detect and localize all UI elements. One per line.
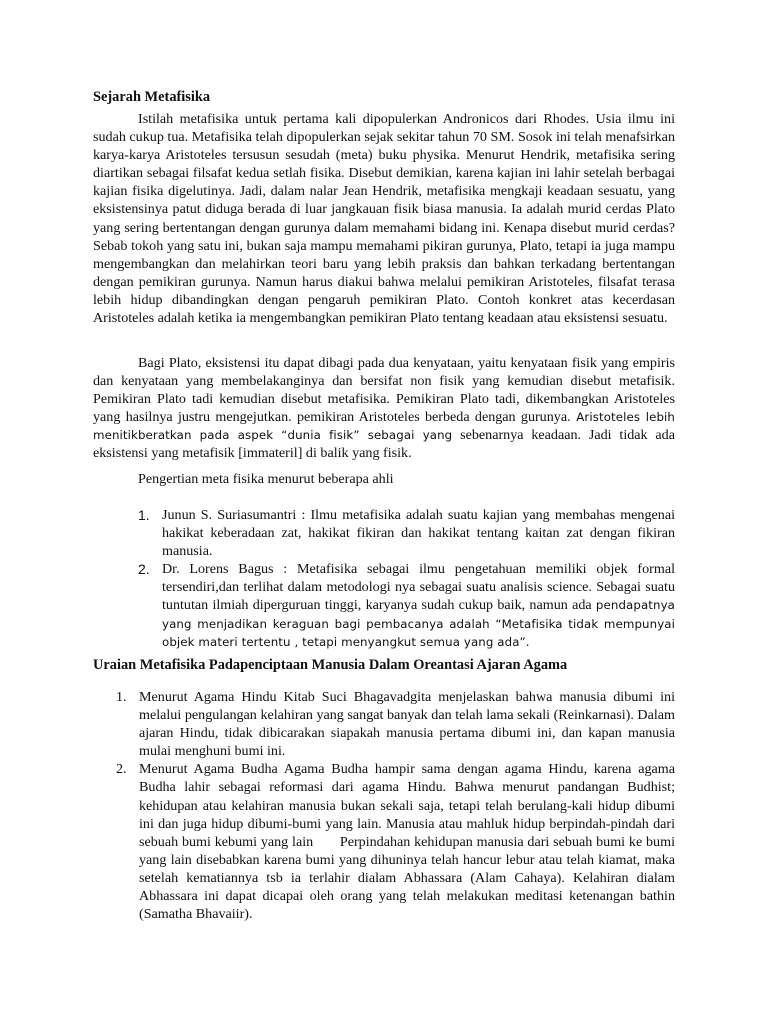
list-number: 1. [116,689,127,705]
expert-item [138,560,675,650]
expert-text: Junun S. Suriasumantri : Ilmu metafisika adalah suatu kajian yang membahas mengenai hakikat keberadaan zat, hakikat fikiran dan hakikat tentang kaitan zat dengan fikiran manusia. [162,507,675,560]
paragraph-history: Istilah metafisika untuk pertama kali dipopulerkan Andronicos dari Rhodes. Usia ilmu ini sudah cukup tua. Metafisika telah dipopulerkan sejak sekitar tahun 70 SM. Sosok ini telah menafsirkan karya-karya Aristoteles tersusun sesudah (meta) buku physika. Menurut Hendrik, metafisika sering diartikan sebagai filsafat kedua setlah fisika. Disebut demikian, karena kajian ini lahir setelah berbagai kajian fisika digelutinya. Jadi, dalam nalar Jean Hendrik, metafisika mengkaji keadaan sesuatu, yang eksistensinya patut diduga berada di luar jangkauan fisik biasa manusia. Ia adalah murid cerdas Plato yang sering bertentangan dengan gurunya dalam memahami bidang ini. Kenapa disebut murid cerdas? Sebab tokoh yang satu ini, bukan saja mampu memahami pikiran gurunya, Plato, tetapi ia juga mampu mengembangkan dan melahirkan teori baru yang lebih praksis dan bahkan terkadang bertentangan dengan pemikiran gurunya. Namun harus diakui bahwa melalui pemikiran Aristoteles, filsafat terasa lebih hidup dibandingkan dengan pengaruh pemikiran Plato. Contoh konkret atas kecerdasan Aristoteles adalah ketika ia mengembangkan pemikiran Plato tentang keadaan atau eksistensi sesuatu. [93,111,675,327]
subheading-experts: Pengertian meta fisika menurut beberapa ahli [138,471,394,487]
heading-history: Sejarah Metafisika [93,89,211,105]
religion-text: Menurut Agama Budha Agama Budha hampir sama dengan agama Hindu, karena agama Budha lahir sebagai reformasi dari agama Hindu. Bahwa menurut pandangan Budhist; kehidupan atau kelahiran manusia bukan sekali saja, tetapi telah berulang-kali hidup dibumi ini dan juga hidup dibumi-bumi yang lain. Manusia atau mahluk hidup berpindah-pindah dari sebuah bumi kebumi yang lain Perpindahan kehidupan manusia dari sebuah bumi ke bumi yang lain disebabkan karena bumi yang dihuninya telah hancur lebur atau telah kiamat, maka setelah kematiannya tsb ia terlahir dialam Abhassara (Alam Cahaya). Kelahiran dialam Abhassara ini dapat dicapai oleh orang yang telah melakukan meditasi ketenangan bathin (Samatha Bhavaiir). [139,761,675,923]
experts-list [138,506,675,651]
religion-item [116,688,675,760]
list-number: 1. [138,507,150,523]
paragraph-plato-sans: Aristoteles lebih menitikberatkan pada aspek “dunia fisik” sebagai yang [93,410,675,443]
expert-item [138,506,675,560]
list-number: 2. [138,561,150,578]
religion-list [116,688,675,923]
list-number: 2. [116,761,127,778]
heading-religion: Uraian Metafisika Padapenciptaan Manusia Dalam Oreantasi Ajaran Agama [93,657,568,673]
expert-text: Dr. Lorens Bagus : Metafisika sebagai ilmu pengetahuan memiliki objek formal tersendiri,dan terlihat dalam metodologi nya sebagai suatu analisis science. Sebagai suatu tuntutan ilmiah diperguruan tinggi, karyanya sudah cukup baik, namun ada [162,561,675,614]
religion-text: Menurut Agama Hindu Kitab Suci Bhagavadgita menjelaskan bahwa manusia dibumi ini melalui pengulangan kelahiran yang sangat banyak dan telah lama sekali (Reinkarnasi). Dalam ajaran Hindu, tidak dibicarakan siapakah manusia pertama dibumi ini, dan kapan manusia mulai menghuni bumi ini. [139,689,675,760]
paragraph-plato-serif: Bagi Plato, eksistensi itu dapat dibagi pada dua kenyataan, yaitu kenyataan fisik yang empiris dan kenyataan yang membelakanginya dan bersifat non fisik yang kemudian disebut metafisik. Pemikiran Plato tadi kemudian disebut metafisika. Pemikiran Plato tadi, dikembangkan Aristoteles yang hasilnya justru mengejutkan. pemikiran Aristoteles berbeda dengan gurunya. [93,355,675,426]
religion-item [116,760,675,923]
paragraph-plato-tail: sebenarnya keadaan. Jadi tidak ada eksistensi yang metafisik [immateril] di balik yang fisik. [93,427,675,462]
expert-text-sans: pendapatnya yang menjadikan keraguan bagi pembacanya adalah “Metafisika tidak mempunyai objek materi tertentu , tetapi menyangkut semua yang ada”. [162,598,675,649]
paragraph-plato [93,354,675,463]
